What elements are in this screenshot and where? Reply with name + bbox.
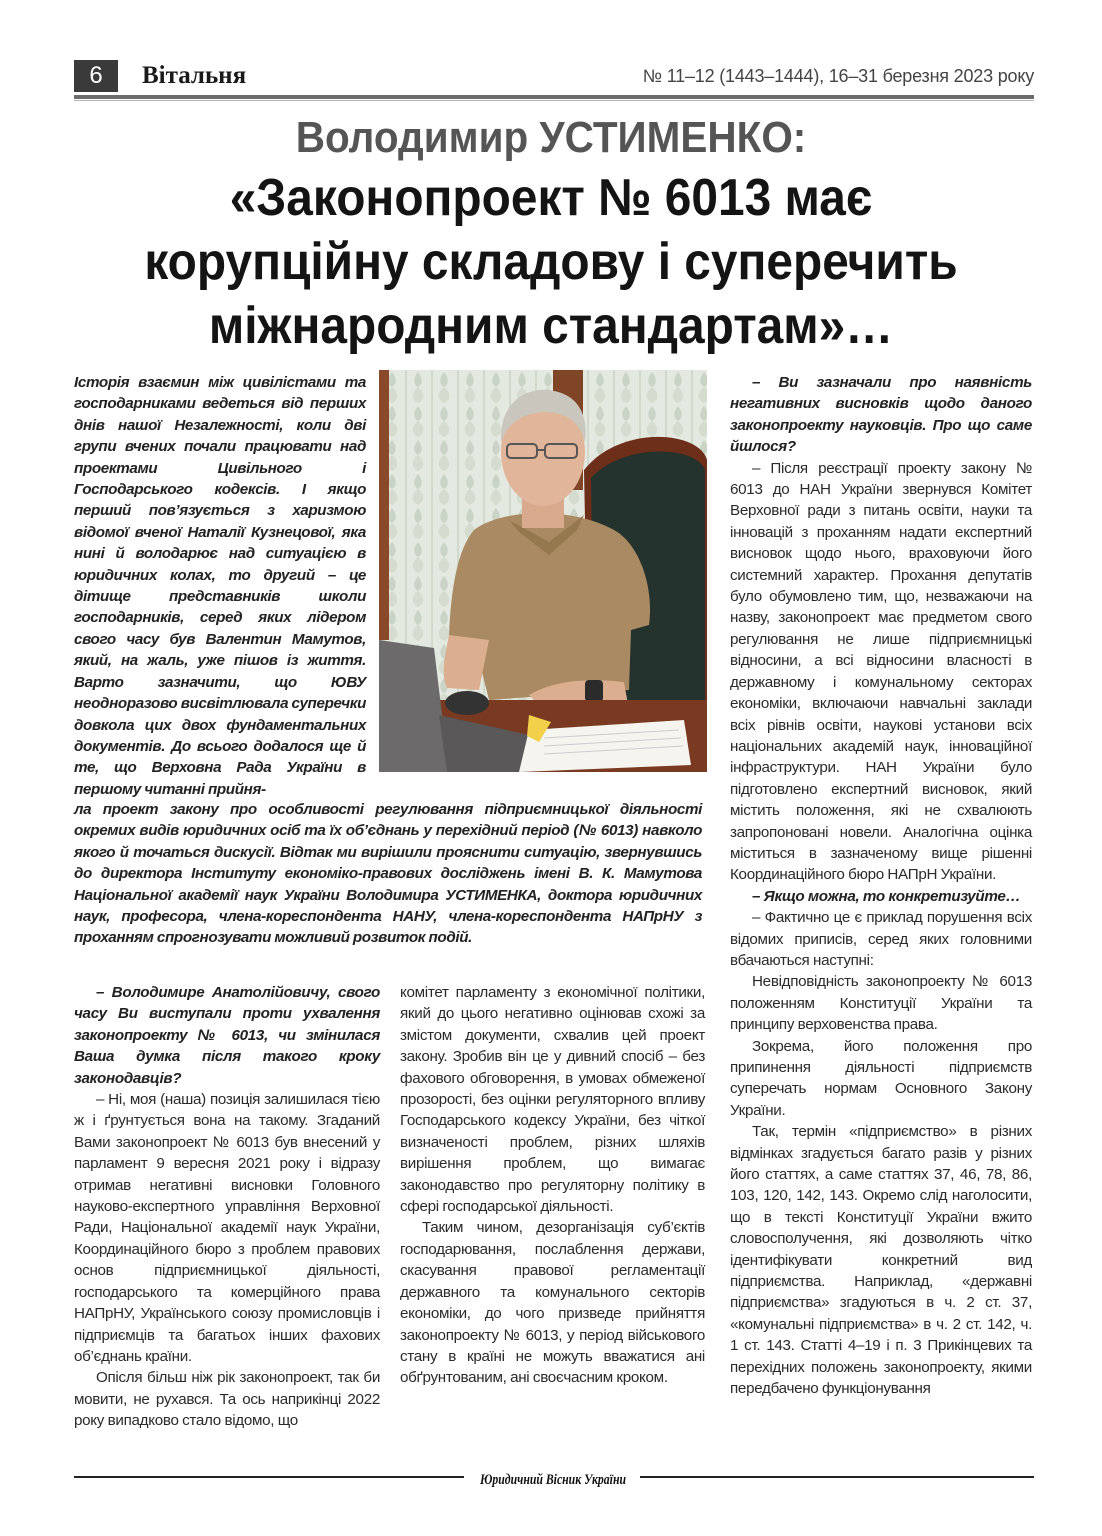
text-column-1	[74, 982, 380, 1458]
section-title: Вітальня	[142, 62, 247, 89]
newspaper-logo-text: Юридичний Вісник України	[479, 1472, 626, 1488]
wood-frame-left	[379, 370, 389, 640]
page-number: 6	[74, 60, 118, 92]
interview-answer: Таким чином, дезорганізація суб’єктів господарювання, послаблення держави, скасування правової регламентації державного та комунального секторів економіки, до чого призведе прийняття законопроекту № 6013, у період військового стану в країні не можуть вважатися ані обґрунтованим, ані своєчасним кроком.	[400, 1219, 705, 1387]
interview-question: – Володимире Анатолійовичу, свого часу Ви виступали проти ухвалення законопроекту № 6013, чи змінилася Ваша думка після такого кроку законодавців?	[74, 984, 380, 1087]
wristwatch	[585, 680, 603, 702]
page-header	[74, 57, 1034, 97]
interview-question: – Ви зазначали про наявність негативних висновків щодо даного законопроекту науковців. Про що саме йшлося?	[730, 374, 1032, 456]
header-rule-thin	[74, 100, 1034, 101]
interview-question: – Якщо можна, то конкретизуйте…	[752, 887, 1021, 905]
text-column-right	[730, 372, 1032, 1458]
headline-line: міжнародним стандартам»…	[208, 297, 894, 355]
footer-rule-left	[74, 1476, 464, 1478]
header-rule	[74, 95, 1034, 99]
text-column-2	[400, 982, 705, 1458]
portrait-illustration	[379, 370, 707, 772]
interview-answer: Опісля більш ніж рік законопроект, так би мовити, не рухався. Та ось наприкінці 2022 року випадково стало відомо, що	[74, 1369, 380, 1430]
interview-answer: Так, термін «підприємство» в різних відмінках згадується багато разів у різних його статтях, а саме статтях 37, 46, 78, 86, 103, 120, 142, 143. Окремо слід наголосити, що в тексті Конституції України вжито словосполучення, які дозволяють чітко ідентифікувати конкретний вид підприємства. Наприклад, «державні підприємства» згадуються в ч. 2 ст. 37, «комунальні підприємства» в ч. 2 ст. 142, ч. 1 ст. 143. Статті 4–19 і п. 3 Прикінцевих та перехідних положень законопроекту, якими передбачено функціонування	[730, 1123, 1032, 1398]
headline-line: корупційну складову і суперечить	[144, 233, 958, 291]
computer-mouse	[445, 691, 489, 715]
article-kicker: Володимир УСТИМЕНКО:	[295, 113, 807, 162]
issue-info: № 11–12 (1443–1444), 16–31 березня 2023 року	[642, 66, 1034, 86]
article-headline	[81, 166, 1021, 358]
newspaper-logo	[478, 1462, 628, 1492]
intro-text-wide: ла проект закону про особливості регулювання підприємницької діяльності окремих видів юридичних осіб та їх об’єднань у перехідний період (№ 6013) навколо якого й точаться дискусії. Відтак ми вирішили прояснити ситуацію, звернувшись до директора Інституту економіко-правових досліджень імені В. К. Мамутова Національної академії наук України Володимира УСТИМЕНКА, доктора юридичних наук, професора, члена-кореспондента НАНУ, члена-кореспондента НАПрНУ з проханням спрогнозувати можливий розвиток подій.	[74, 801, 702, 947]
interview-answer: – Після реєстрації проекту закону № 6013 до НАН України звернувся Комітет Верховної ради з питань освіти, науки та інновацій з проханням надати експертний висновок щодо нього, враховуючи його системний характер. Прохання депутатів було обумовлено тим, що, незважаючи на назву, законопроект має предметом свого регулювання не лише підприємницькі відносини, а всі відносини власності в державному і комунальному секторах економіки, включаючи навчальні заклади всіх рівнів освіти, наукові установи всіх національних академій наук, інноваційної інфраструктури. НАН України було підготовлено експертний висновок, який містить положення, які не схвалюють запропоновані новели. Аналогічна оцінка міститься в зазначеному вище рішенні Координаційного бюро НАПрН України.	[730, 459, 1032, 884]
interview-answer-continued: комітет парламенту з економічної політики, який до цього негативно оцінював схожі за змістом документи, схвалив цей проект закону. Зробив він це у дивний спосіб – без фахового обговорення, в умовах обмеженої прозорості, без оцінки регуляторного впливу Господарського кодексу України, без чіткої визначеності проблем, різних шляхів вирішення проблем, що вимагає законодавство про регуляторну політику в сфері господарської діяльності.	[400, 984, 705, 1216]
interview-answer: Зокрема, його положення про припинення діяльності підприємств суперечать нормам Основного Закону України.	[730, 1037, 1032, 1119]
interview-answer: Невідповідність законопроекту № 6013 положенням Конституції України та принципу верховенства права.	[730, 973, 1032, 1034]
interview-answer: – Ні, моя (наша) позиція залишилася тією ж і ґрунтується вона на такому. Згаданий Вами законопроект № 6013 був внесений у парламент 9 вересня 2021 року і відразу отримав негативні висновки Головного науково-експертного управління Верховної Ради, Національної академії наук України, Координаційного бюро з проблем правових основ підприємницької діяльності, господарського та комерційного права НАПрНУ, Українського союзу промисловців і підприємців та багатьох інших фахових об’єднань країни.	[74, 1091, 380, 1365]
portrait-photo	[379, 370, 707, 772]
intro-text-column: Історія взаємин між цивілістами та господарниками ведеться від перших днів нашої Незалежності, коли дві групи вчених почали працювати над проектами Цивільного і Господарського кодексів. І якщо перший пов’язується з харизмою відомої вченої Наталії Кузнецової, яка нині й володарює над ситуацією в юридичних колах, то другий – це дітище представників школи господарників, серед яких лідером свого часу був Валентин Мамутов, який, на жаль, уже пішов із життя. Варто зазначити, що ЮВУ неодноразово висвітлювала суперечки довкола цих двох фундаментальних документів. До всього додалося ще й те, що Верховна Рада України в першому читанні прийня-	[74, 374, 366, 798]
footer-rule-right	[640, 1476, 1034, 1478]
interview-answer: – Фактично це є приклад порушення всіх відомих приписів, серед яких головними вбачаються наступні:	[730, 909, 1032, 969]
headline-line: «Законопроект № 6013 має	[229, 169, 873, 227]
